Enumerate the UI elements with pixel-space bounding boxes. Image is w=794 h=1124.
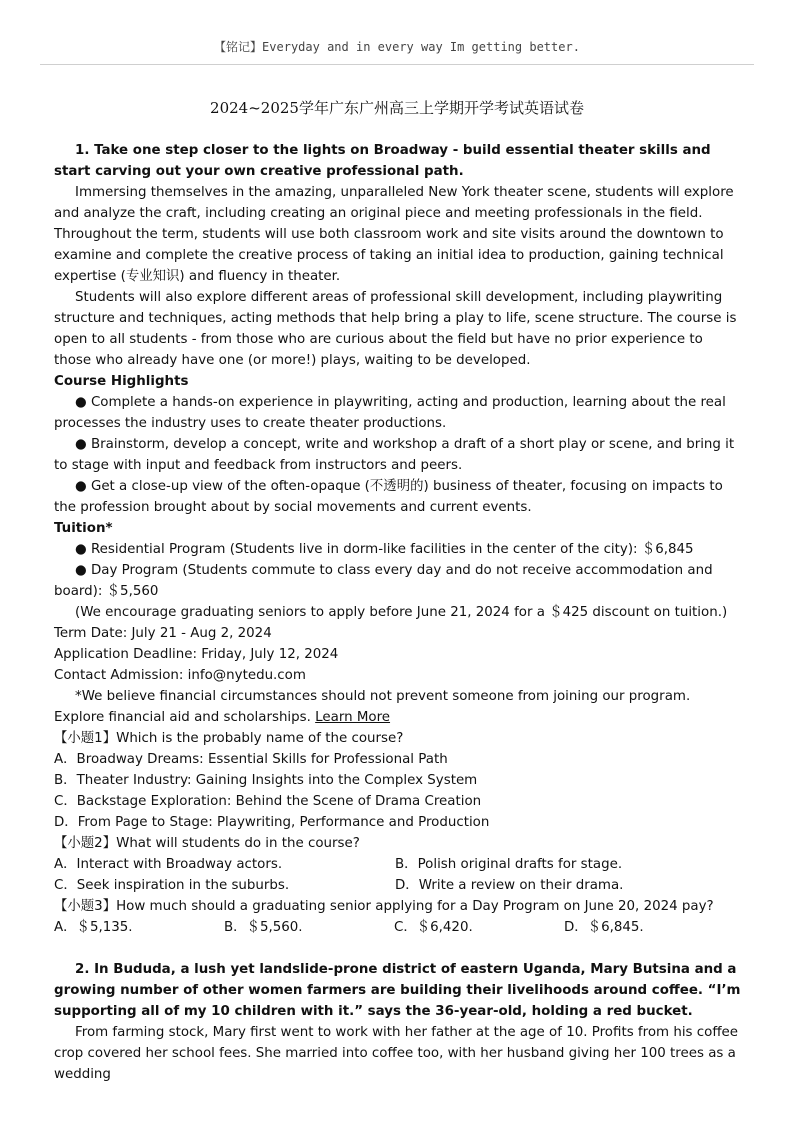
discount-note: (We encourage graduating seniors to apply before June 21, 2024 for a ＄425 discount on tuition.) <box>75 605 728 620</box>
question-1-option: C．Backstage Exploration: Behind the Scene of Drama Creation <box>54 794 482 809</box>
course-highlights-heading: Course Highlights <box>54 374 189 389</box>
contact-admission: Contact Admission: info@nytedu.com <box>54 668 306 683</box>
exam-content <box>54 140 744 1085</box>
tuition-item: ● Residential Program (Students live in dorm-like facilities in the center of the city): ＄6,845 <box>75 542 694 557</box>
passage1-paragraph-2: Students will also explore different areas of professional skill development, including playwriting structure and techniques, acting methods that help bring a play to life, scene structure. The course is open to all students - from those who are curious about the field but have no prior experience to those who already have one (or more!) plays, waiting to be developed. <box>54 290 737 368</box>
section-spacer <box>54 938 744 959</box>
financial-aid-note <box>54 686 744 728</box>
term-date: Term Date: July 21 - Aug 2, 2024 <box>54 626 272 641</box>
question-1-option: B．Theater Industry: Gaining Insights into the Complex System <box>54 773 478 788</box>
page-header-motto: 【铭记】Everyday and in every way Im getting better. <box>214 40 580 54</box>
question-2-stem: 【小题2】What will students do in the course? <box>54 836 360 851</box>
header-divider <box>40 64 754 65</box>
question-2-option: A．Interact with Broadway actors. <box>54 857 283 872</box>
application-deadline: Application Deadline: Friday, July 12, 2024 <box>54 647 339 662</box>
passage1-paragraph-1: Immersing themselves in the amazing, unparalleled New York theater scene, students will explore and analyze the craft, including creating an original piece and meeting professionals in the field. Throughout the term, students will use both classroom work and site visits around the downtown to examine and complete the creative process of taking an initial idea to production, gaining technical expertise (专业知识) and fluency in theater. <box>54 185 734 284</box>
highlight-item: ● Brainstorm, develop a concept, write and workshop a draft of a short play or scene, and bring it to stage with input and feedback from instructors and peers. <box>54 437 735 473</box>
question-3-option: D．＄6,845. <box>564 920 644 935</box>
question-3-option: A．＄5,135. <box>54 920 133 935</box>
exam-title: 2024~2025学年广东广州高三上学期开学考试英语试卷 <box>210 99 584 117</box>
tuition-heading: Tuition* <box>54 521 113 536</box>
question-3-stem: 【小题3】How much should a graduating senior applying for a Day Program on June 20, 2024 pay? <box>54 899 714 914</box>
highlight-item: ● Complete a hands-on experience in playwriting, acting and production, learning about the real processes the industry uses to create theater productions. <box>54 395 726 431</box>
question-2-options-row <box>54 875 744 896</box>
question-3-option: C．＄6,420. <box>394 920 473 935</box>
question-1-option: A．Broadway Dreams: Essential Skills for Professional Path <box>54 752 448 767</box>
passage2-heading: 2. In Bududa, a lush yet landslide-prone district of eastern Uganda, Mary Butsina and a growing number of other women farmers are building their livelihoods around coffee. “I’m supporting all of my 10 children with it.” says the 36-year-old, holding a red bucket. <box>54 962 741 1019</box>
question-3-option: B．＄5,560. <box>224 920 303 935</box>
learn-more-link[interactable]: Learn More <box>315 710 391 725</box>
question-1-option: D．From Page to Stage: Playwriting, Performance and Production <box>54 815 490 830</box>
tuition-item: ● Day Program (Students commute to class every day and do not receive accommodation and board): ＄5,560 <box>54 563 713 599</box>
question-3-options-row <box>54 917 744 938</box>
financial-aid-text: *We believe financial circumstances should not prevent someone from joining our program. Explore financial aid and scholarships. <box>54 689 691 725</box>
question-2-option: B．Polish original drafts for stage. <box>395 857 623 872</box>
passage2-paragraph-1: From farming stock, Mary first went to work with her father at the age of 10. Profits from his coffee crop covered her school fees. She married into coffee too, with her husband giving her 100 trees as a wedding <box>54 1025 739 1082</box>
passage1-heading: 1. Take one step closer to the lights on Broadway - build essential theater skills and start carving out your own creative professional path. <box>54 143 711 179</box>
question-2-option: D．Write a review on their drama. <box>395 878 624 893</box>
question-2-options-row <box>54 854 744 875</box>
question-1-stem: 【小题1】Which is the probably name of the course? <box>54 731 404 746</box>
question-2-option: C．Seek inspiration in the suburbs. <box>54 878 290 893</box>
highlight-item: ● Get a close-up view of the often-opaque (不透明的) business of theater, focusing on impacts to the profession brought about by social movements and current events. <box>54 479 723 515</box>
